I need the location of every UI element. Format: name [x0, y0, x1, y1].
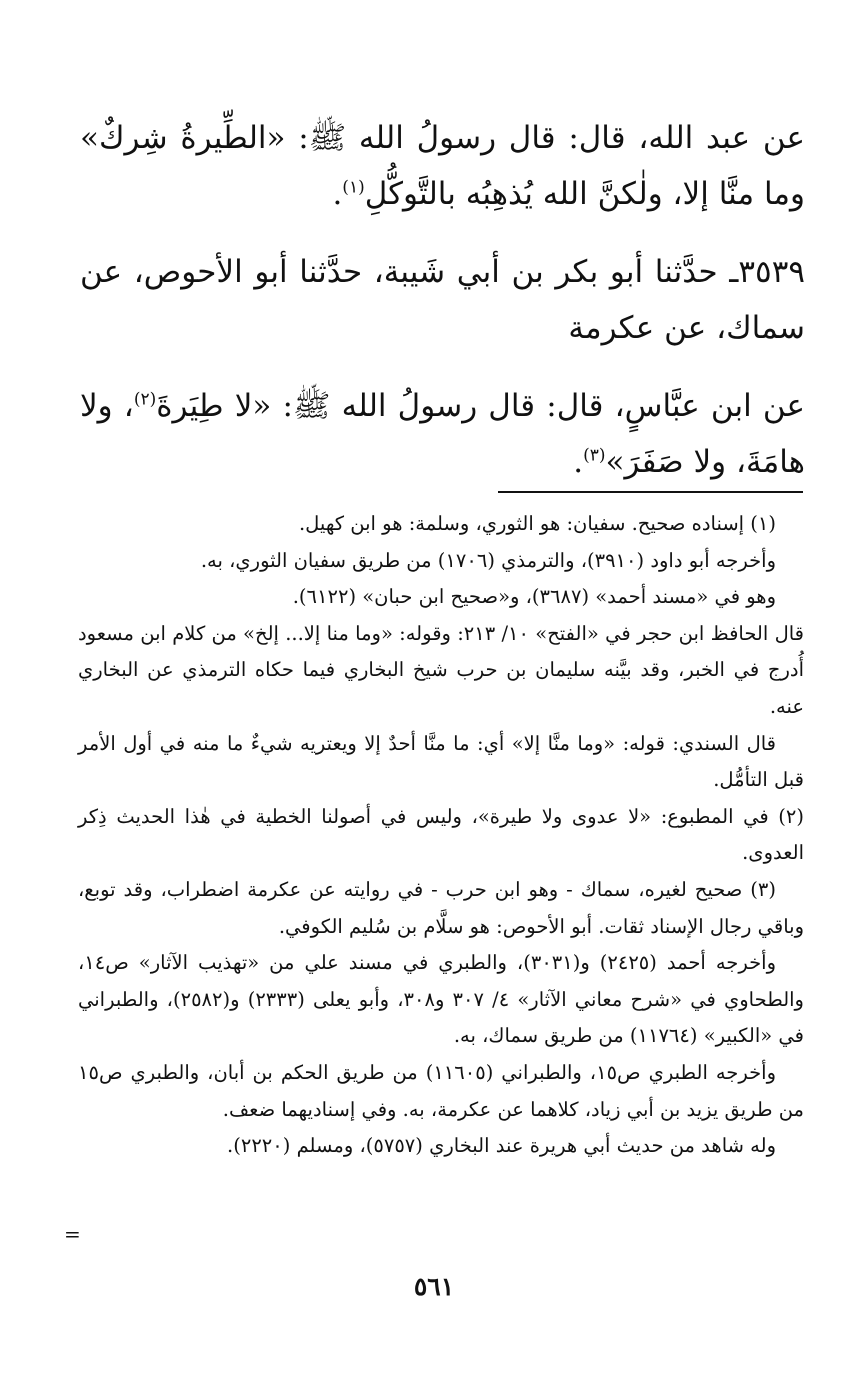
- footnote-ref-2: (٢): [133, 389, 157, 410]
- footnote-text: وله شاهد من حديث أبي هريرة عند البخاري (٥٧٥٧)، ومسلم (٢٢٢٠).: [227, 1134, 776, 1158]
- hadith-isnad: ٣٥٣٩ـ حدَّثنا أبو بكر بن أبي شَيبة، حدَّثنا أبو الأحوص، عن سماك، عن عكرمة: [80, 254, 805, 346]
- footnote-2: (٢) في المطبوع: «لا عدوى ولا طيرة»، وليس في أصولنا الخطية في هٰذا الحديث ذِكر العدوى.: [78, 804, 804, 865]
- footnote-text: وهو في «مسند أحمد» (٣٦٨٧)، و«صحيح ابن حبان» (٦١٢٢).: [292, 585, 776, 609]
- footnote-ref-1: (١): [342, 177, 365, 198]
- footnote-text: وأخرجه أحمد (٢٤٢٥) و(٣٠٣١)، والطبري في مسند علي من «تهذيب الآثار» ص١٤، والطحاوي في «شرح معاني الآثار» ٤/ ٣٠٧ و٣٠٨، وأبو يعلى (٢٣٣٣) و(٢٥٨٢)، والطبراني في «الكبير» (١١٧٦٤) من طريق سماك، به.: [78, 951, 804, 1048]
- continuation-marker: =: [64, 1222, 81, 1246]
- page-number: ٥٦١: [413, 1272, 455, 1301]
- main-text: [80, 110, 805, 490]
- footnotes: [78, 506, 804, 1165]
- footnote-ref-3: (٣): [583, 445, 606, 466]
- footnote-text: قال السندي: قوله: «وما منَّا إلا» أي: ما منَّا أحدٌ إلا ويعتريه شيءٌ ما منه في أول الأمر قبل التأمُّل.: [78, 731, 804, 792]
- footnote-3: (٣) صحيح لغيره، سماك - وهو ابن حرب - في روايته عن عكرمة اضطراب، وقد توبع، وباقي رجال الإسناد ثقات. أبو الأحوص: هو سلَّام بن سُليم الكوفي.: [78, 877, 804, 938]
- footnote-text: وأخرجه أبو داود (٣٩١٠)، والترمذي (١٧٠٦) من طريق سفيان الثوري، به.: [200, 548, 776, 572]
- footnote-text: قال الحافظ ابن حجر في «الفتح» ١٠/ ٢١٣: وقوله: «وما منا إلا... إلخ» من كلام ابن مسعود أُدرج في الخبر، وقد بيَّنه سليمان بن حرب شيخ البخاري فيما حكاه الترمذي عن البخاري عنه.: [78, 621, 804, 718]
- hadith-text-continued: عن عبد الله، قال: قال رسولُ الله ﷺ: «الطِّيرةُ شِركٌ» وما منَّا إلا، ولٰكنَّ الله يُذهِبُه بالتَّوكُّلِ$^{(١)}$.: [80, 120, 805, 212]
- footnote-text: وأخرجه الطبري ص١٥، والطبراني (١١٦٠٥) من طريق الحكم بن أبان، والطبري ص١٥ من طريق يزيد بن أبي زياد، كلاهما عن عكرمة، به. وفي إسناديهما ضعف.: [78, 1060, 804, 1121]
- footnote-1: (١) إسناده صحيح. سفيان: هو الثوري، وسلمة: هو ابن كهيل.: [298, 512, 776, 535]
- hadith-matn: عن ابن عبَّاسٍ، قال: قال رسولُ الله ﷺ: «لا طِيَرةَ$^{(٢)}$، ولا هامَةَ، ولا صَفَرَ»$^{(٣)}$.: [80, 388, 805, 480]
- footnote-divider: [498, 491, 803, 493]
